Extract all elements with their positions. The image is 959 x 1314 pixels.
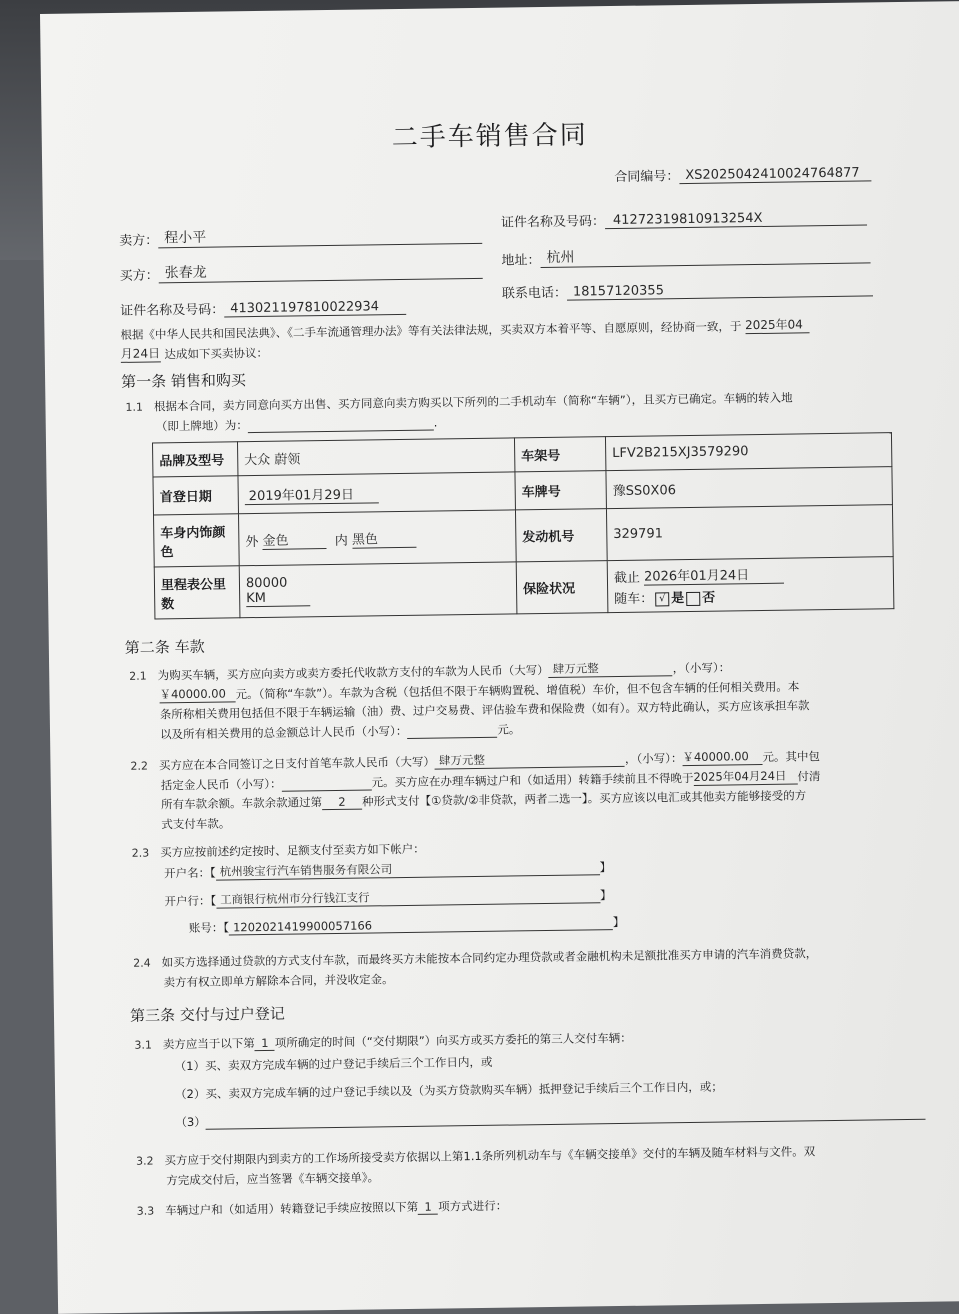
clause-2-1: 2.1 为购买车辆，买方应向卖方或卖方委托代收款方支付的车款为人民币（大写） 肆万元整 ，（小写）： (129, 660, 731, 683)
engine-label: 发动机号 (515, 509, 607, 562)
seller-label: 卖方： (119, 233, 159, 249)
buyer-label: 买方： (119, 268, 159, 284)
buyer-id-label: 证件名称及号码： (120, 302, 225, 319)
insurance-value (607, 557, 894, 613)
address-value: 杭州 (540, 242, 870, 268)
total-blank (407, 737, 497, 739)
price-upper: 肆万元整 (549, 659, 673, 678)
intro-date-1: 2025年04 (745, 315, 809, 334)
mileage-label: 里程表公里数 (154, 566, 240, 619)
insurance-label: 保险状况 (516, 561, 608, 614)
contract-no-row (614, 162, 871, 185)
delivery-option: 1 (255, 1036, 275, 1051)
article-2-heading: 第二条 车款 (124, 637, 205, 657)
seller-row (119, 223, 482, 249)
color-value: 外 金色 内 黑色 (238, 510, 516, 566)
article-1-heading: 第一条 销售和购买 (121, 371, 247, 391)
clause-1-1 (125, 390, 792, 415)
option-3-blank (206, 1119, 926, 1130)
deposit-blank (282, 789, 372, 791)
clause-2-1-line-3: 条所称相关费用包括但不限于车辆运输（油）费、过户交易费、评估验车费和保险费（如有）。双方特此确认，买方应该承担车款 (159, 698, 810, 722)
intro-text-2: 达成如下买卖协议： (164, 345, 269, 362)
plate-value: 豫SS0X06 (606, 467, 893, 509)
clause-2-1-line-2: ￥40000.00 元。（简称“车款”）。车款为含税（包括但不限于车辆购置税、增值税）车价，但不包含车辆的任何相关费用。本 (159, 679, 800, 702)
intro-date-2: 月24日 (121, 344, 161, 363)
exterior-color: 金色 (262, 529, 326, 550)
phone-value: 18157120355 (567, 280, 873, 300)
delivery-option-1: （1）买、卖双方完成车辆的过户登记手续后三个工作日内，或 (174, 1054, 493, 1074)
payment-method: 2 (322, 795, 362, 811)
brand-label: 品牌及型号 (153, 442, 238, 477)
address-label: 地址： (501, 253, 541, 269)
vin-label: 车架号 (514, 437, 605, 472)
delivery-option-3: （3） (175, 1104, 925, 1130)
contract-page (40, 1, 959, 1314)
buyer-id-value: 413021197810022934 (224, 299, 406, 318)
account-number-row: 账号：【 1202021419900057166 】 (188, 914, 625, 936)
interior-color: 黑色 (352, 527, 416, 548)
account-name-row: 开户名：【 杭州骏宝行汽车销售服务有限公司 】 (163, 860, 612, 881)
clause-2-2-line-3: 所有车款余额。车款余款通过第 2 种形式支付【①贷款/②非贷款，两者二选一】。买方应该以电汇或其他卖方能够接受的方 (160, 788, 807, 812)
clause-2-4-line-2: 卖方有权立即单方解除本合同，并没收定金。 (163, 972, 394, 990)
seller-id-value: 41272319810913254X (605, 209, 867, 229)
clause-2-2-line-2: 括定金人民币（小写）： 元。买方应在办理车辆过户和（如适用）转籍手续前且不得晚于2025年04月24日 付清 (160, 768, 821, 793)
down-payment-upper: 肆万元整 (435, 750, 625, 770)
clause-2-2: 2.2 买方应在本合同签订之日支付首笔车款人民币（大写） 肆万元整 ，（小写）：￥40000.00 元。其中包 (130, 749, 821, 773)
clause-2-1-line-4: 以及所有相关费用的总金额总计人民币（小写）： 元。 (159, 722, 521, 742)
clause-2-4: 2.4 如买方选择通过贷款的方式支付车款，而最终买方未能按本合同约定办理贷款或者金融机构未足额批准买方申请的汽车消费贷款， (133, 946, 818, 970)
account-name: 杭州骏宝行汽车销售服务有限公司 (216, 858, 600, 880)
phone-row (502, 277, 873, 301)
clause-3-3: 3.3 车辆过户和（如适用）转籍登记手续应按照以下第 1 项方式进行： (136, 1198, 508, 1218)
clause-text: （即上牌地）为： (155, 418, 248, 434)
clause-3-2-line-2: 方完成交付后，应当签署《车辆交接单》。 (166, 1170, 380, 1188)
reg-date-value: 2019年01月29日 (238, 472, 516, 514)
vehicle-table (152, 432, 894, 619)
buyer-value: 张春龙 (158, 258, 482, 284)
mileage-value: 80000 KM (239, 562, 517, 618)
buyer-row (119, 258, 482, 284)
plate-label: 车牌号 (515, 471, 607, 510)
article-3-heading: 第三条 交付与过户登记 (129, 1004, 285, 1025)
insurance-with-row: 随车： √ 是 否 (614, 590, 716, 608)
clause-text: 根据本合同，卖方同意向买方出售、买方同意向卖方购买以下所列的二手机动车（简称“车辆”），且买方已确定。车辆的转入地 (153, 390, 793, 414)
contract-no-label: 合同编号： (614, 169, 680, 185)
account-bank: 工商银行杭州市分行钱江支行 (216, 886, 600, 908)
delivery-option-2: （2）买、卖双方完成车辆的过户登记手续以及（为买方贷款购买车辆）抵押登记手续后三个工作日内，或； (174, 1079, 723, 1102)
reg-date-label: 首登日期 (153, 476, 239, 515)
clause-2-3: 2.3 买方应按前述约定按时、足额支付至卖方如下帐户： (131, 841, 425, 860)
transfer-option: 1 (418, 1200, 438, 1215)
address-row (501, 242, 870, 268)
intro-text-1: 根据《中华人民共和国民法典》、《二手车流通管理办法》等有关法律法规，买卖双方本着平等、自愿原则，经协商一致，于 (120, 319, 742, 342)
seller-id-row (501, 206, 867, 230)
table-row (154, 557, 894, 619)
destination-blank (248, 430, 434, 434)
buyer-id-row (120, 296, 406, 319)
down-payment-amount: ￥40000.00 (682, 748, 762, 766)
clause-1-1-line-2: （即上牌地）为： . (155, 415, 438, 434)
clause-3-2: 3.2 买方应于交付期限内到卖方的工作场所接受卖方依据以上第1.1条所列机动车与《车辆交接单》交付的车辆及随车材料与文件。双 (135, 1144, 816, 1168)
clause-2-2-line-4: 式支付车款。 (161, 816, 231, 832)
intro-line-2 (121, 343, 268, 363)
insurance-until-row: 截止 2026年01月24日 (614, 562, 887, 586)
checkbox-no[interactable] (686, 591, 700, 605)
color-label: 车身内饰颜色 (154, 514, 240, 567)
brand-value: 大众 蔚领 (237, 438, 514, 476)
vin-value: LFV2B215XJ3579290 (605, 433, 891, 471)
checkbox-yes[interactable]: √ (655, 592, 669, 606)
clause-number: 1.1 (125, 400, 144, 414)
intro-line-1 (120, 315, 809, 343)
seller-value: 程小平 (158, 223, 482, 249)
engine-value: 329791 (606, 505, 893, 561)
seller-id-label: 证件名称及号码： (500, 214, 606, 231)
contract-no-value: XS2025042410024764877 (679, 165, 871, 184)
balance-due-date: 2025年04月24日 (693, 767, 797, 785)
phone-label: 联系电话： (501, 285, 568, 302)
account-number: 1202021419900057166 (229, 915, 613, 935)
price-amount: ￥40000.00 (159, 685, 235, 703)
account-bank-row: 开户行：【 工商银行杭州市分行钱江支行 】 (164, 888, 612, 909)
clause-3-1: 3.1 卖方应当于以下第 1 项所确定的时间（“交付期限”）向买方或买方委托的第三人交付车辆： (134, 1030, 632, 1052)
page-title: 二手车销售合同 (391, 120, 588, 154)
